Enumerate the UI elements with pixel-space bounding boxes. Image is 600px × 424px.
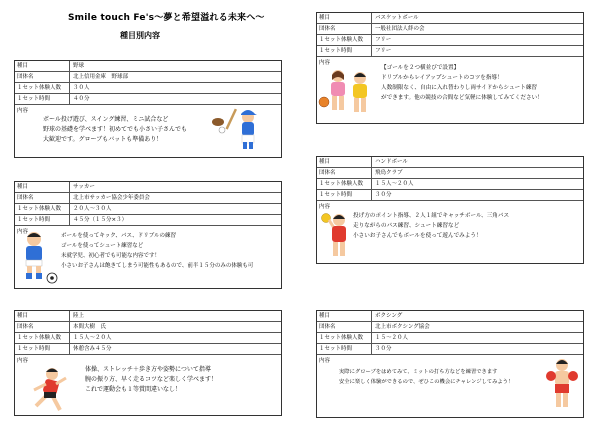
content-line: ボールを使ってキック、パス、ドリブルの練習 (61, 233, 177, 239)
content-line: これで運動会も１等賞間違いなし！ (85, 386, 182, 393)
runner-icon (22, 366, 74, 416)
group-label: 団体名 (15, 72, 70, 82)
group-value: 一般社団法人絆の会 (375, 26, 425, 32)
handball-player-icon (320, 204, 354, 264)
time-label: １セット時間 (15, 344, 70, 354)
content-line: 腕の振り方、早く走るコツなど楽しく学べます！ (85, 376, 218, 383)
time-value: 休憩含み４５分 (73, 346, 112, 352)
content-line: ドリブルからレイアップシュートのコツを指導！ (381, 75, 503, 81)
boxer-icon (544, 356, 580, 412)
persons-label: １セット体験人数 (15, 204, 70, 214)
sport-value: 陸上 (73, 313, 85, 319)
content-line: 投げ方のポイント指導、２人１組でキャッチボール、三角パス (353, 213, 510, 219)
content-line: 野球の基礎を学べます！初めてでも小さい子さんでも (43, 126, 188, 133)
time-value: ３０分 (375, 192, 392, 198)
sport-value: 野球 (73, 63, 85, 69)
content-label: 内容 (319, 358, 331, 364)
content-line: ボール投げ遊び、スイング練習、ミニ試合など (43, 116, 169, 123)
sport-label: 種目 (15, 182, 70, 192)
persons-label: １セット体験人数 (317, 35, 372, 45)
card-soccer (14, 181, 282, 289)
basketball-players-icon (318, 66, 378, 122)
content-line: 小さいお子さんは飽きてしまう可能性もあるので、前半１５分のみの体験も可 (61, 263, 254, 269)
content-line: ができます。他の競技の合間など気軽に体験してみてください！ (381, 95, 543, 101)
card-basketball (316, 12, 584, 124)
content-line: 小さいお子さんでもボールを使って遊んでみよう！ (353, 233, 482, 239)
persons-label: １セット体験人数 (317, 333, 372, 343)
persons-value: ３０人 (73, 85, 90, 91)
persons-value: フリー (375, 37, 392, 43)
group-label: 団体名 (317, 24, 372, 34)
content-line: 走りながらのパス練習、シュート練習など (353, 223, 460, 229)
group-label: 団体名 (317, 168, 372, 178)
group-value: 北上市ボクシング協会 (375, 324, 430, 330)
card-baseball (14, 60, 282, 158)
group-value: 飛鳥クラブ (375, 170, 403, 176)
info-table (316, 156, 584, 264)
content-line: 人数制限なく、自由に入れ替わりし両サイドからシュート練習 (381, 85, 538, 91)
group-label: 団体名 (317, 322, 372, 332)
content-line: 大歓迎です。グローブもバットも準備あり！ (43, 136, 163, 143)
sport-label: 種目 (15, 311, 70, 321)
sport-value: サッカー (73, 184, 95, 190)
group-value: 北上信用金庫 野球部 (73, 74, 129, 80)
persons-label: １セット体験人数 (15, 333, 70, 343)
time-label: １セット時間 (317, 46, 372, 56)
group-label: 団体名 (15, 193, 70, 203)
content-label: 内容 (319, 204, 331, 210)
time-label: １セット時間 (317, 344, 372, 354)
sport-label: 種目 (15, 61, 70, 71)
persons-value: １５～２０人 (375, 335, 409, 341)
content-line: 【ゴールを２つ横並びで設置】 (381, 65, 460, 71)
persons-value: １５人～２０人 (73, 335, 112, 341)
sport-value: ボクシング (375, 313, 403, 319)
time-label: １セット時間 (317, 190, 372, 200)
content-line: 実際にグローブをはめてみて、ミットの打ち方などを練習できます (339, 369, 498, 375)
time-value: ４５分（１５分×３） (73, 217, 128, 223)
baseball-player-icon (204, 104, 276, 152)
group-value: 北上市サッカー協会少年委員会 (73, 195, 150, 201)
content-label: 内容 (17, 358, 29, 364)
time-label: １セット時間 (15, 215, 70, 225)
page-title: Smile touch Fe's～夢と希望溢れる未来へ～ (68, 13, 265, 23)
page-subtitle: 種目別内容 (120, 31, 160, 40)
sport-value: バスケットボール (375, 15, 419, 21)
content-line: 未就学児、初心者でも可能な内容です！ (61, 253, 161, 259)
content-line: 安全に楽しく体験ができるので、ぜひこの機会にチャレンジしてみよう！ (339, 379, 514, 385)
group-label: 団体名 (15, 322, 70, 332)
persons-value: ２０人～３０人 (73, 206, 112, 212)
persons-label: １セット体験人数 (317, 179, 372, 189)
group-value: 本間大樹 氏 (73, 324, 107, 330)
content-label: 内容 (319, 60, 331, 66)
content-line: ゴールを使ってシュート練習など (61, 243, 144, 249)
card-handball (316, 156, 584, 264)
content-area (317, 201, 583, 263)
persons-value: １５人～２０人 (375, 181, 414, 187)
time-label: １セット時間 (15, 94, 70, 104)
content-label: 内容 (17, 108, 29, 114)
time-value: ４０分 (73, 96, 90, 102)
time-value: ３０分 (375, 346, 392, 352)
sport-value: ハンドボール (375, 159, 408, 165)
sport-label: 種目 (317, 311, 372, 321)
sport-label: 種目 (317, 13, 372, 23)
sport-label: 種目 (317, 157, 372, 167)
soccer-player-icon (16, 229, 60, 285)
card-track (14, 310, 282, 416)
card-boxing (316, 310, 584, 418)
persons-label: １セット体験人数 (15, 83, 70, 93)
content-label: 内容 (17, 229, 29, 235)
time-value: フリー (375, 48, 392, 54)
content-line: 体操、ストレッチ＋歩き方や姿勢について指導 (85, 366, 211, 373)
